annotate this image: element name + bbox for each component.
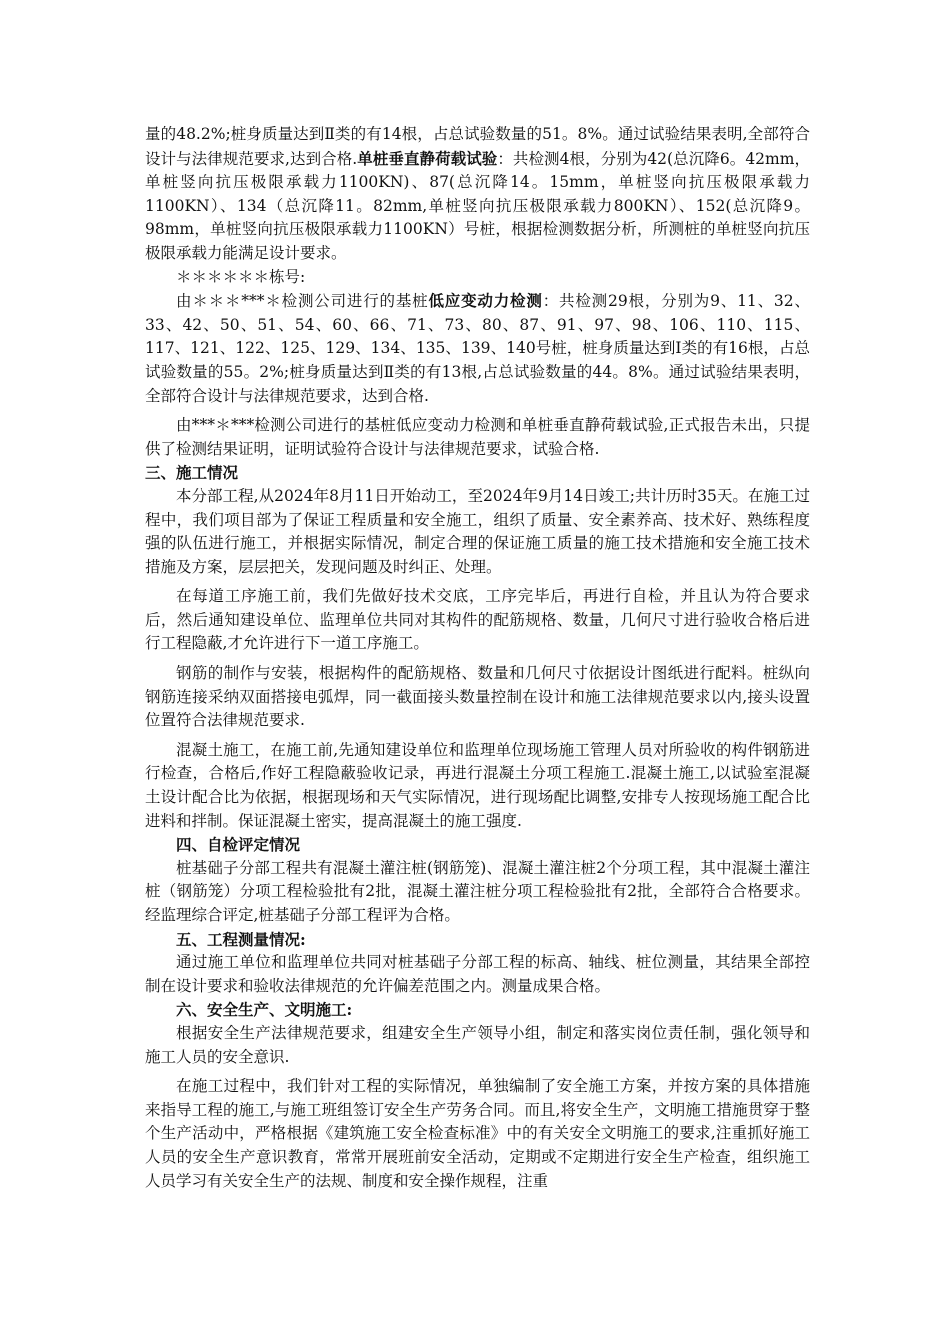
- paragraph: [145, 266, 810, 290]
- bold-run: 低应变动力检测: [428, 291, 543, 311]
- section-heading: [145, 833, 810, 857]
- paragraph: [145, 1075, 810, 1193]
- document-body: [145, 123, 810, 1193]
- text-run: 在施工过程中，我们针对工程的实际情况，单独编制了安全施工方案，并按方案的具体措施来指导工程的施工,与施工班组签订安全生产劳务合同。而且,将安全生产，文明施工措施贯穿于整个生产活动中，严格根据《建筑施工安全检查标准》中的有关安全文明施工的要求,注重抓好施工人员的安全生产意识教育，常常开展班前安全活动，定期或不定期进行安全生产检查，组织施工人员学习有关安全生产的法规、制度和安全操作规程，注重: [145, 1077, 810, 1190]
- paragraph: [145, 289, 810, 408]
- bold-run: 单桩垂直静荷载试验: [357, 148, 498, 168]
- section-heading: [145, 998, 810, 1022]
- text-run: 根据安全生产法律规范要求，组建安全生产领导小组，制定和落实岗位责任制，强化领导和施工人员的安全意识.: [145, 1023, 810, 1066]
- paragraph: [145, 1022, 810, 1069]
- text-run: ：共检测4根，分别为42(总沉降6。42mm，单桩竖向抗压极限承载力1100KN)、87(总沉降14。15mm，单桩竖向抗压极限承载力1100KN）、134（总沉降11。82mm,单桩竖向抗压极限承载力800KN）、152(总沉降9。98mm，单桩竖向抗压极限承载力1100KN）号桩，根据检测数据分析，所测桩的单桩竖向抗压极限承载力能满足设计要求。: [145, 149, 810, 262]
- text-run: 本分部工程,从2024年8月11日开始动工，至2024年9月14日竣工;共计历时35天。在施工过程中，我们项目部为了保证工程质量和安全施工，组织了质量、安全素养高、技术好、熟练程度强的队伍进行施工，并根据实际情况，制定合理的保证施工质量的施工技术措施和安全施工技术措施及方案，层层把关，发现问题及时纠正、处理。: [145, 486, 810, 576]
- text-run: 混凝土施工，在施工前,先通知建设单位和监理单位现场施工管理人员对所验收的构件钢筋进行检查，合格后,作好工程隐蔽验收记录，再进行混凝土分项工程施工.混凝土施工,以试验室混凝土设计配合比为依据，根据现场和天气实际情况，进行现场配比调整,安排专人按现场施工配合比进料和拌制。保证混凝土密实，提高混凝土的施工强度.: [145, 740, 810, 830]
- paragraph: [145, 857, 810, 928]
- section-heading: [145, 928, 810, 952]
- text-run: 量的48.2%;桩身质量达到Ⅱ类的有14根，占总试验数量的51。8%。通过试验结果表明,全部符合设计与法律规范要求,达到合格.: [145, 125, 810, 168]
- text-run: ：共检测29根，分别为9、11、32、33、42、50、51、54、60、66、71、73、80、87、91、97、98、106、110、115、117、121、122、125、129、134、135、139、140号桩，桩身质量达到Ⅰ类的有16根，占总试验数量的55。2%;桩身质量达到Ⅱ类的有13根,占总试验数量的44。8%。通过试验结果表明，全部符合设计与法律规范要求，达到合格.: [145, 292, 810, 405]
- text-run: 由＊＊＊***＊检测公司进行的基桩: [176, 292, 429, 311]
- paragraph: [145, 739, 810, 833]
- section-heading: [145, 461, 810, 485]
- paragraph: [145, 123, 810, 266]
- text-run: 通过施工单位和监理单位共同对桩基础子分部工程的标高、轴线、桩位测量，其结果全部控制在设计要求和验收法律规范的允许偏差范围之内。测量成果合格。: [145, 953, 810, 995]
- text-run: 在每道工序施工前，我们先做好技术交底，工序完毕后，再进行自检，并且认为符合要求后，然后通知建设单位、监理单位共同对其构件的配筋规格、数量，几何尺寸进行验收合格后进行工程隐蔽,才允许进行下一道工序施工。: [145, 587, 810, 653]
- text-run: 桩基础子分部工程共有混凝土灌注桩(钢筋笼)、混凝土灌注桩2个分项工程，其中混凝土灌注桩（钢筋笼）分项工程检验批有2批，混凝土灌注桩分项工程检验批有2批，全部符合合格要求。经监理综合评定,桩基础子分部工程评为合格。: [145, 858, 810, 924]
- paragraph: [145, 414, 810, 461]
- paragraph: [145, 662, 810, 733]
- text-run: ＊＊＊＊＊＊栋号:: [176, 267, 306, 286]
- text-run: 钢筋的制作与安装，根据构件的配筋规格、数量和几何尺寸依据设计图纸进行配料。桩纵向钢筋连接采纳双面搭接电弧焊，同一截面接头数量控制在设计和施工法律规范要求以内,接头设置位置符合法律规范要求.: [145, 664, 810, 730]
- paragraph: [145, 585, 810, 656]
- paragraph: [145, 951, 810, 998]
- text-run: 五、工程测量情况:: [176, 929, 306, 949]
- text-run: 四、自检评定情况: [176, 835, 301, 855]
- text-run: 三、施工情况: [145, 463, 239, 483]
- paragraph: [145, 485, 810, 579]
- text-run: 由***＊***检测公司进行的基桩低应变动力检测和单桩垂直静荷载试验,正式报告未出，只提供了检测结果证明，证明试验符合设计与法律规范要求，试验合格.: [145, 416, 810, 458]
- text-run: 六、安全生产、文明施工:: [176, 1000, 353, 1020]
